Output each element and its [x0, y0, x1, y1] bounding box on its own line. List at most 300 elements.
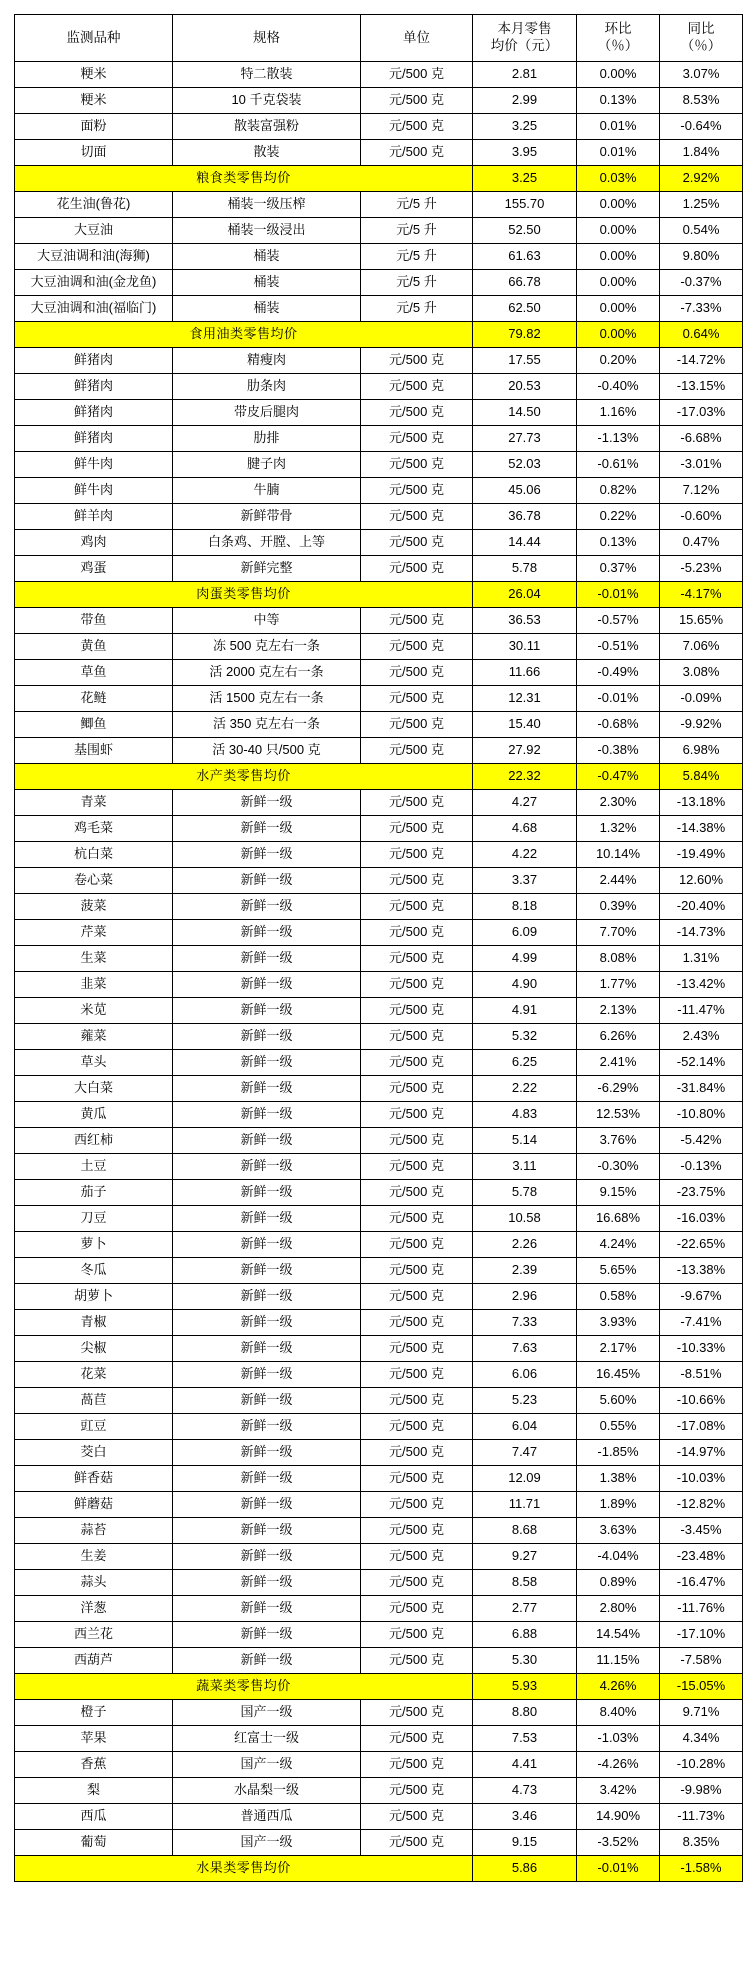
cell-unit: 元/500 克	[361, 816, 473, 842]
table-row	[15, 1024, 743, 1050]
cell-mom: 2.13%	[577, 998, 660, 1024]
table-row	[15, 712, 743, 738]
cell-spec: 特二散装	[173, 62, 361, 88]
cell-unit: 元/500 克	[361, 1752, 473, 1778]
table-row	[15, 1466, 743, 1492]
cell-mom: 2.17%	[577, 1336, 660, 1362]
cell-price: 9.15	[473, 1830, 577, 1856]
cell-yoy: -10.33%	[660, 1336, 743, 1362]
cell-unit: 元/500 克	[361, 348, 473, 374]
cell-yoy: -5.42%	[660, 1128, 743, 1154]
cell-spec: 新鲜一级	[173, 1648, 361, 1674]
retail-price-table	[14, 14, 743, 1882]
table-row	[15, 1154, 743, 1180]
cell-unit: 元/500 克	[361, 868, 473, 894]
cell-yoy: -9.92%	[660, 712, 743, 738]
table-row	[15, 738, 743, 764]
cell-mom: 8.08%	[577, 946, 660, 972]
cell-item: 西瓜	[15, 1804, 173, 1830]
cell-item: 大白菜	[15, 1076, 173, 1102]
cell-price: 3.11	[473, 1154, 577, 1180]
cell-spec: 普通西瓜	[173, 1804, 361, 1830]
cell-price: 15.40	[473, 712, 577, 738]
table-row	[15, 1284, 743, 1310]
cell-yoy: 0.47%	[660, 530, 743, 556]
cell-unit: 元/500 克	[361, 1024, 473, 1050]
cell-unit: 元/500 克	[361, 1388, 473, 1414]
table-row	[15, 478, 743, 504]
cell-item: 杭白菜	[15, 842, 173, 868]
cell-mom: 5.60%	[577, 1388, 660, 1414]
cell-price: 4.91	[473, 998, 577, 1024]
cell-mom: 0.00%	[577, 62, 660, 88]
table-row	[15, 556, 743, 582]
cell-price: 2.96	[473, 1284, 577, 1310]
cell-mom: -1.03%	[577, 1726, 660, 1752]
cell-price: 4.99	[473, 946, 577, 972]
cell-item: 鲜猪肉	[15, 374, 173, 400]
subtotal-price: 5.93	[473, 1674, 577, 1700]
table-row	[15, 504, 743, 530]
cell-yoy: 6.98%	[660, 738, 743, 764]
cell-price: 5.30	[473, 1648, 577, 1674]
cell-spec: 新鲜一级	[173, 1362, 361, 1388]
cell-item: 尖椒	[15, 1336, 173, 1362]
cell-spec: 带皮后腿肉	[173, 400, 361, 426]
column-header-yoy-line2: （％）	[680, 38, 722, 53]
cell-yoy: -17.03%	[660, 400, 743, 426]
cell-spec: 新鲜一级	[173, 972, 361, 998]
cell-yoy: -0.13%	[660, 1154, 743, 1180]
cell-spec: 新鲜一级	[173, 1622, 361, 1648]
table-row	[15, 660, 743, 686]
cell-spec: 新鲜一级	[173, 998, 361, 1024]
cell-price: 6.04	[473, 1414, 577, 1440]
cell-unit: 元/500 克	[361, 842, 473, 868]
cell-price: 5.32	[473, 1024, 577, 1050]
cell-mom: 0.39%	[577, 894, 660, 920]
cell-spec: 新鲜一级	[173, 1310, 361, 1336]
cell-unit: 元/5 升	[361, 192, 473, 218]
cell-yoy: -3.01%	[660, 452, 743, 478]
cell-spec: 桶装	[173, 244, 361, 270]
table-row	[15, 608, 743, 634]
cell-item: 苹果	[15, 1726, 173, 1752]
table-row	[15, 1804, 743, 1830]
cell-mom: 0.13%	[577, 530, 660, 556]
cell-price: 27.92	[473, 738, 577, 764]
cell-item: 生姜	[15, 1544, 173, 1570]
cell-spec: 新鲜一级	[173, 790, 361, 816]
cell-item: 花鲢	[15, 686, 173, 712]
cell-spec: 新鲜一级	[173, 1388, 361, 1414]
cell-price: 7.33	[473, 1310, 577, 1336]
cell-mom: 1.38%	[577, 1466, 660, 1492]
cell-unit: 元/5 升	[361, 296, 473, 322]
cell-unit: 元/500 克	[361, 1258, 473, 1284]
cell-unit: 元/500 克	[361, 62, 473, 88]
table-row	[15, 1440, 743, 1466]
column-header-mom-line2: （％）	[597, 38, 639, 53]
table-row	[15, 140, 743, 166]
cell-item: 梨	[15, 1778, 173, 1804]
subtotal-yoy: 0.64%	[660, 322, 743, 348]
cell-mom: -6.29%	[577, 1076, 660, 1102]
cell-item: 鸡蛋	[15, 556, 173, 582]
cell-unit: 元/500 克	[361, 1518, 473, 1544]
cell-item: 草鱼	[15, 660, 173, 686]
cell-item: 鲜蘑菇	[15, 1492, 173, 1518]
cell-yoy: 3.07%	[660, 62, 743, 88]
table-row	[15, 1310, 743, 1336]
subtotal-label: 水产类零售均价	[15, 764, 473, 790]
cell-mom: 3.93%	[577, 1310, 660, 1336]
cell-spec: 新鲜一级	[173, 1518, 361, 1544]
cell-spec: 水晶梨一级	[173, 1778, 361, 1804]
table-row	[15, 1232, 743, 1258]
cell-yoy: -9.98%	[660, 1778, 743, 1804]
cell-price: 17.55	[473, 348, 577, 374]
cell-item: 卷心菜	[15, 868, 173, 894]
table-row	[15, 374, 743, 400]
cell-mom: -3.52%	[577, 1830, 660, 1856]
cell-yoy: -14.97%	[660, 1440, 743, 1466]
cell-spec: 桶装	[173, 270, 361, 296]
subtotal-yoy: 2.92%	[660, 166, 743, 192]
cell-yoy: -10.03%	[660, 1466, 743, 1492]
cell-spec: 新鲜一级	[173, 1076, 361, 1102]
cell-spec: 新鲜一级	[173, 1232, 361, 1258]
cell-price: 3.46	[473, 1804, 577, 1830]
cell-spec: 牛腩	[173, 478, 361, 504]
table-row	[15, 998, 743, 1024]
cell-mom: 6.26%	[577, 1024, 660, 1050]
cell-spec: 活 350 克左右一条	[173, 712, 361, 738]
table-row	[15, 1258, 743, 1284]
cell-spec: 新鲜一级	[173, 1544, 361, 1570]
cell-price: 2.39	[473, 1258, 577, 1284]
cell-yoy: -16.03%	[660, 1206, 743, 1232]
cell-unit: 元/500 克	[361, 114, 473, 140]
cell-unit: 元/500 克	[361, 1596, 473, 1622]
cell-mom: -1.13%	[577, 426, 660, 452]
cell-unit: 元/500 克	[361, 88, 473, 114]
cell-item: 鲜猪肉	[15, 400, 173, 426]
table-row	[15, 842, 743, 868]
table-row	[15, 1726, 743, 1752]
cell-unit: 元/500 克	[361, 712, 473, 738]
cell-mom: 0.20%	[577, 348, 660, 374]
cell-mom: 1.77%	[577, 972, 660, 998]
cell-spec: 新鲜一级	[173, 1414, 361, 1440]
cell-unit: 元/500 克	[361, 504, 473, 530]
cell-price: 3.95	[473, 140, 577, 166]
cell-item: 萵苣	[15, 1388, 173, 1414]
cell-yoy: -0.09%	[660, 686, 743, 712]
table-row	[15, 1336, 743, 1362]
cell-yoy: -19.49%	[660, 842, 743, 868]
cell-price: 155.70	[473, 192, 577, 218]
table-header	[15, 15, 743, 62]
cell-item: 刀豆	[15, 1206, 173, 1232]
cell-item: 豇豆	[15, 1414, 173, 1440]
cell-mom: 3.76%	[577, 1128, 660, 1154]
cell-spec: 新鲜一级	[173, 868, 361, 894]
table-row	[15, 1128, 743, 1154]
cell-spec: 精瘦肉	[173, 348, 361, 374]
subtotal-price: 5.86	[473, 1856, 577, 1882]
cell-price: 5.14	[473, 1128, 577, 1154]
cell-unit: 元/500 克	[361, 556, 473, 582]
cell-item: 鸡毛菜	[15, 816, 173, 842]
cell-yoy: -17.10%	[660, 1622, 743, 1648]
table-row	[15, 1206, 743, 1232]
cell-yoy: -12.82%	[660, 1492, 743, 1518]
subtotal-label: 肉蛋类零售均价	[15, 582, 473, 608]
cell-yoy: -13.42%	[660, 972, 743, 998]
cell-mom: 5.65%	[577, 1258, 660, 1284]
cell-price: 9.27	[473, 1544, 577, 1570]
cell-price: 5.23	[473, 1388, 577, 1414]
cell-item: 西红柿	[15, 1128, 173, 1154]
table-row	[15, 946, 743, 972]
cell-price: 7.63	[473, 1336, 577, 1362]
cell-unit: 元/500 克	[361, 894, 473, 920]
cell-item: 鸡肉	[15, 530, 173, 556]
cell-spec: 新鲜一级	[173, 1102, 361, 1128]
table-row	[15, 1830, 743, 1856]
cell-price: 36.78	[473, 504, 577, 530]
cell-yoy: 1.84%	[660, 140, 743, 166]
cell-spec: 新鲜一级	[173, 946, 361, 972]
cell-mom: -0.61%	[577, 452, 660, 478]
cell-price: 62.50	[473, 296, 577, 322]
cell-unit: 元/500 克	[361, 1050, 473, 1076]
cell-unit: 元/500 克	[361, 1336, 473, 1362]
cell-yoy: -14.38%	[660, 816, 743, 842]
cell-price: 7.47	[473, 1440, 577, 1466]
cell-spec: 新鲜一级	[173, 1570, 361, 1596]
column-header-mom	[577, 15, 660, 62]
cell-item: 粳米	[15, 62, 173, 88]
subtotal-mom: -0.47%	[577, 764, 660, 790]
cell-yoy: 9.80%	[660, 244, 743, 270]
cell-item: 基围虾	[15, 738, 173, 764]
cell-mom: 0.01%	[577, 140, 660, 166]
table-row	[15, 868, 743, 894]
cell-unit: 元/500 克	[361, 1570, 473, 1596]
cell-item: 胡萝卜	[15, 1284, 173, 1310]
table-row	[15, 1180, 743, 1206]
cell-unit: 元/500 克	[361, 1466, 473, 1492]
cell-spec: 新鲜一级	[173, 1154, 361, 1180]
cell-price: 11.66	[473, 660, 577, 686]
cell-mom: 1.32%	[577, 816, 660, 842]
cell-yoy: 1.31%	[660, 946, 743, 972]
cell-spec: 新鲜一级	[173, 1024, 361, 1050]
cell-unit: 元/500 克	[361, 1648, 473, 1674]
table-row	[15, 218, 743, 244]
table-row	[15, 114, 743, 140]
cell-spec: 桶装一级浸出	[173, 218, 361, 244]
subtotal-label: 水果类零售均价	[15, 1856, 473, 1882]
cell-unit: 元/500 克	[361, 1700, 473, 1726]
cell-price: 6.25	[473, 1050, 577, 1076]
cell-unit: 元/500 克	[361, 1492, 473, 1518]
cell-spec: 散装富强粉	[173, 114, 361, 140]
table-row	[15, 1778, 743, 1804]
cell-mom: 7.70%	[577, 920, 660, 946]
cell-yoy: 2.43%	[660, 1024, 743, 1050]
cell-yoy: -13.38%	[660, 1258, 743, 1284]
cell-yoy: 8.35%	[660, 1830, 743, 1856]
table-row	[15, 426, 743, 452]
cell-spec: 新鲜一级	[173, 1466, 361, 1492]
cell-price: 5.78	[473, 556, 577, 582]
table-row	[15, 530, 743, 556]
table-row	[15, 816, 743, 842]
cell-item: 蕹菜	[15, 1024, 173, 1050]
cell-spec: 冻 500 克左右一条	[173, 634, 361, 660]
table-row	[15, 192, 743, 218]
cell-item: 菠菜	[15, 894, 173, 920]
subtotal-mom: 4.26%	[577, 1674, 660, 1700]
subtotal-label: 食用油类零售均价	[15, 322, 473, 348]
cell-unit: 元/500 克	[361, 1804, 473, 1830]
cell-yoy: -0.37%	[660, 270, 743, 296]
cell-mom: 16.45%	[577, 1362, 660, 1388]
cell-price: 6.88	[473, 1622, 577, 1648]
cell-yoy: -3.45%	[660, 1518, 743, 1544]
table-row	[15, 1050, 743, 1076]
cell-spec: 新鲜带骨	[173, 504, 361, 530]
cell-price: 3.25	[473, 114, 577, 140]
subtotal-yoy: 5.84%	[660, 764, 743, 790]
cell-unit: 元/500 克	[361, 1830, 473, 1856]
cell-mom: 2.44%	[577, 868, 660, 894]
cell-yoy: -52.14%	[660, 1050, 743, 1076]
table-row-subtotal	[15, 166, 743, 192]
cell-item: 鲜香菇	[15, 1466, 173, 1492]
cell-mom: -0.40%	[577, 374, 660, 400]
cell-price: 5.78	[473, 1180, 577, 1206]
table-row-subtotal	[15, 582, 743, 608]
cell-spec: 活 2000 克左右一条	[173, 660, 361, 686]
cell-unit: 元/500 克	[361, 1778, 473, 1804]
cell-unit: 元/500 克	[361, 400, 473, 426]
cell-spec: 国产一级	[173, 1830, 361, 1856]
cell-item: 萝卜	[15, 1232, 173, 1258]
cell-item: 香蕉	[15, 1752, 173, 1778]
cell-price: 30.11	[473, 634, 577, 660]
cell-yoy: -23.75%	[660, 1180, 743, 1206]
cell-unit: 元/500 克	[361, 608, 473, 634]
cell-item: 茄子	[15, 1180, 173, 1206]
cell-mom: 0.22%	[577, 504, 660, 530]
cell-yoy: -7.41%	[660, 1310, 743, 1336]
cell-mom: -0.38%	[577, 738, 660, 764]
cell-unit: 元/500 克	[361, 1128, 473, 1154]
cell-spec: 新鲜一级	[173, 1050, 361, 1076]
cell-spec: 肋排	[173, 426, 361, 452]
cell-yoy: -5.23%	[660, 556, 743, 582]
cell-mom: 1.89%	[577, 1492, 660, 1518]
table-body	[15, 62, 743, 1882]
cell-mom: 2.80%	[577, 1596, 660, 1622]
cell-yoy: 4.34%	[660, 1726, 743, 1752]
table-row	[15, 88, 743, 114]
table-row	[15, 1570, 743, 1596]
cell-mom: 11.15%	[577, 1648, 660, 1674]
cell-item: 茭白	[15, 1440, 173, 1466]
column-header-yoy	[660, 15, 743, 62]
cell-mom: 0.00%	[577, 192, 660, 218]
cell-mom: -0.51%	[577, 634, 660, 660]
cell-price: 8.18	[473, 894, 577, 920]
cell-item: 鲜猪肉	[15, 426, 173, 452]
cell-price: 27.73	[473, 426, 577, 452]
cell-yoy: -13.15%	[660, 374, 743, 400]
cell-mom: 3.42%	[577, 1778, 660, 1804]
cell-yoy: -0.60%	[660, 504, 743, 530]
cell-price: 4.73	[473, 1778, 577, 1804]
cell-price: 8.68	[473, 1518, 577, 1544]
cell-spec: 新鲜一级	[173, 816, 361, 842]
cell-mom: -0.68%	[577, 712, 660, 738]
cell-price: 45.06	[473, 478, 577, 504]
cell-yoy: -11.47%	[660, 998, 743, 1024]
cell-mom: 0.37%	[577, 556, 660, 582]
cell-item: 韭菜	[15, 972, 173, 998]
cell-mom: 0.13%	[577, 88, 660, 114]
cell-item: 花菜	[15, 1362, 173, 1388]
cell-unit: 元/5 升	[361, 270, 473, 296]
subtotal-mom: -0.01%	[577, 1856, 660, 1882]
cell-mom: 2.41%	[577, 1050, 660, 1076]
cell-yoy: -10.80%	[660, 1102, 743, 1128]
column-header-spec: 规格	[173, 15, 361, 62]
cell-yoy: -31.84%	[660, 1076, 743, 1102]
cell-price: 52.03	[473, 452, 577, 478]
cell-mom: 0.55%	[577, 1414, 660, 1440]
cell-spec: 新鲜完整	[173, 556, 361, 582]
cell-mom: 0.00%	[577, 244, 660, 270]
cell-spec: 肋条肉	[173, 374, 361, 400]
cell-yoy: -10.66%	[660, 1388, 743, 1414]
column-header-mom-line1: 环比	[604, 21, 632, 37]
cell-price: 10.58	[473, 1206, 577, 1232]
cell-spec: 活 1500 克左右一条	[173, 686, 361, 712]
cell-unit: 元/500 克	[361, 998, 473, 1024]
cell-unit: 元/500 克	[361, 738, 473, 764]
cell-yoy: -8.51%	[660, 1362, 743, 1388]
cell-price: 7.53	[473, 1726, 577, 1752]
cell-mom: -1.85%	[577, 1440, 660, 1466]
column-header-yoy-line1: 同比	[687, 21, 715, 37]
table-row	[15, 634, 743, 660]
cell-unit: 元/500 克	[361, 660, 473, 686]
cell-price: 14.44	[473, 530, 577, 556]
cell-spec: 桶装一级压榨	[173, 192, 361, 218]
cell-mom: 14.90%	[577, 1804, 660, 1830]
cell-unit: 元/500 克	[361, 1622, 473, 1648]
table-row	[15, 1076, 743, 1102]
cell-unit: 元/500 克	[361, 1414, 473, 1440]
cell-spec: 新鲜一级	[173, 1258, 361, 1284]
cell-mom: 0.00%	[577, 296, 660, 322]
cell-mom: 0.00%	[577, 218, 660, 244]
cell-unit: 元/500 克	[361, 140, 473, 166]
